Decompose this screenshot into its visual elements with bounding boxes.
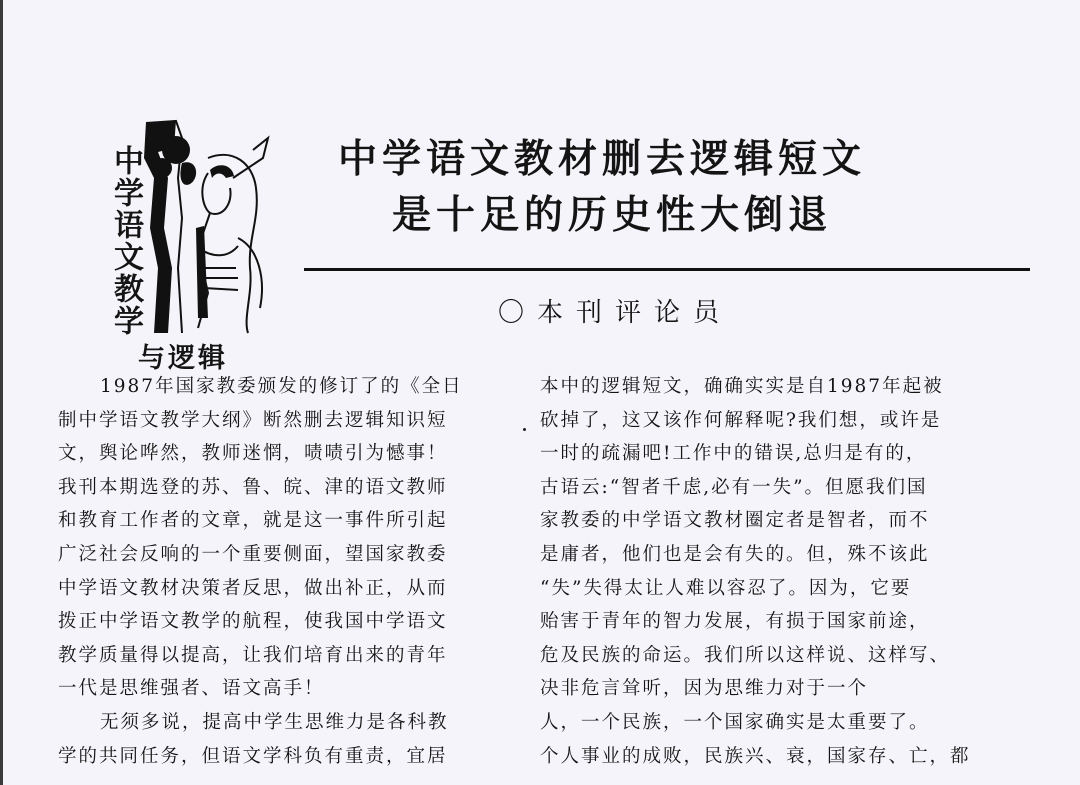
text-line: 1987年国家教委颁发的修订了的《全日 bbox=[100, 376, 463, 397]
text-line: 广泛社会反响的一个重要侧面，望国家教委 bbox=[58, 543, 448, 565]
byline: 〇本刊评论员 bbox=[498, 298, 733, 328]
text-line: 决非危言耸听，因为思维力对于一个 bbox=[540, 678, 869, 700]
text-line: 教学质量得以提高，让我们培育出来的青年 bbox=[58, 644, 448, 666]
text-line: 危及民族的命运。我们所以这样说、这样写、 bbox=[540, 644, 951, 666]
text-line: 学的共同任务，但语文学科负有重责，宜居 bbox=[58, 745, 448, 767]
column-title: 中学语文教学 bbox=[108, 145, 143, 337]
text-line: 文，舆论哗然，教师迷惘，啧啧引为憾事！ bbox=[58, 443, 448, 465]
text-line: 拨正中学语文教学的航程，使我国中学语文 bbox=[58, 611, 448, 633]
text-line: 砍掉了，这又该作何解释呢?我们想，或许是 bbox=[540, 409, 942, 431]
text-line: 中学语文教材决策者反思，做出补正，从而 bbox=[58, 577, 448, 599]
text-line: “失”失得太让人难以容忍了。因为，它要 bbox=[540, 577, 912, 599]
text-line: 无须多说，提高中学生思维力是各科教 bbox=[100, 711, 449, 733]
text-line: 本中的逻辑短文，确确实实是自1987年起被 bbox=[540, 376, 944, 397]
reading-figure-illustration bbox=[138, 118, 278, 340]
text-line: 我刊本期选登的苏、鲁、皖、津的语文教师 bbox=[58, 476, 448, 498]
headline-line-2: 是十足的历史性大倒退 bbox=[392, 193, 833, 238]
right-text-column bbox=[540, 370, 990, 773]
text-line: 制中学语文教学大纲》断然删去逻辑知识短 bbox=[58, 409, 448, 431]
text-line: 和教育工作者的文章，就是这一事件所引起 bbox=[58, 510, 448, 532]
text-line: 人，一个民族，一个国家确实是太重要了。 bbox=[540, 711, 930, 733]
page-edge bbox=[0, 0, 3, 785]
headline-rule bbox=[304, 268, 1030, 271]
text-line: 贻害于青年的智力发展，有损于国家前途， bbox=[540, 611, 930, 633]
left-text-column bbox=[58, 370, 508, 773]
column-subtitle: 与逻辑 bbox=[138, 343, 228, 374]
text-line: 一代是思维强者、语文高手！ bbox=[58, 678, 325, 700]
text-line: 家教委的中学语文教材圈定者是智者，而不 bbox=[540, 510, 930, 532]
headline-line-1: 中学语文教材删去逻辑短文 bbox=[338, 137, 867, 182]
text-line: 古语云:“智者千虑,必有一失”。但愿我们国 bbox=[540, 476, 928, 498]
article-headline bbox=[300, 132, 900, 244]
text-line: 是庸者，他们也是会有失的。但，殊不该此 bbox=[540, 543, 930, 565]
print-speck bbox=[523, 428, 526, 431]
text-line: 个人事业的成败，民族兴、衰，国家存、亡，都 bbox=[540, 745, 971, 767]
text-line: 一时的疏漏吧!工作中的错误,总归是有的， bbox=[540, 443, 927, 465]
